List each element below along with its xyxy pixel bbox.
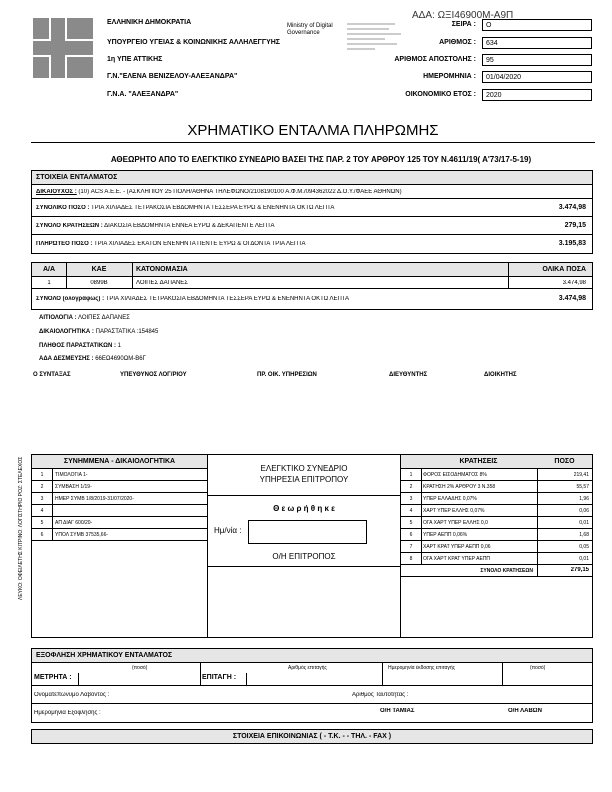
settlement-taker: Ο/Η ΛΑΒΩΝ <box>508 708 542 714</box>
total-amount-words: ΤΡΙΑ ΧΙΛΙΑΔΕΣ ΤΕΤΡΑΚΟΣΙΑ ΕΒΔΟΜΗΝΤΑ ΤΕΣΣΕΡΑ ΕΥΡΩ & ΕΝΕΝΗΝΤΑ ΟΚΤΩ ΛΕΠΤΑ <box>91 205 335 211</box>
info-reason-value: ΛΟΙΠΕΣ ΔΑΠΑΝΕΣ <box>77 315 130 321</box>
info-documents-label: ΔΙΚΑΙΟΛΟΓΗΤΙΚΑ : <box>39 329 94 335</box>
withholding-number: 6 <box>409 532 413 538</box>
table-row <box>401 493 592 505</box>
item-amount: 3.474,98 <box>562 280 586 286</box>
withholding-name: ΦΟΡΟΣ ΕΙΣΟΔΗΜΑΤΟΣ 8% <box>423 472 487 478</box>
attachment-text: ΤΙΜΟΛΟΓΙΑ 1- <box>55 472 88 478</box>
audit-seen: Θ ε ω ρ ή θ η κ ε <box>273 504 335 513</box>
payable-amount-label: ΠΛΗΡΩΤΕΟ ΠΟΣΟ : <box>36 241 93 247</box>
beneficiary-label: ΔΙΚΑΙΟΥΧΟΣ : <box>36 189 77 195</box>
settlement-amount-sub-1: (ποσό) <box>132 665 148 671</box>
attachment-text: ΗΜΕΡ ΣΥΜΒ 1/8/2019-31/07/2020- <box>55 496 134 502</box>
settlement-title: ΕΞΟΦΛΗΣΗ ΧΡΗΜΑΤΙΚΟΥ ΕΝΤΑΛΜΑΤΟΣ <box>36 652 173 659</box>
signatory-director: ΔΙΕΥΘΥΝΤΗΣ <box>389 372 428 378</box>
details-box <box>31 170 593 254</box>
items-sum-label: ΣΥΝΟΛΟ (ολογράφως) : <box>36 296 105 302</box>
audit-title-1: ΕΛΕΓΚΤΙΚΟ ΣΥΝΕΔΡΙΟ <box>260 464 348 473</box>
withholding-number: 5 <box>409 520 413 526</box>
subtitle: ΑΘΕΩΡΗΤΟ ΑΠΟ ΤΟ ΕΛΕΓΚΤΙΚΟ ΣΥΝΕΔΡΙΟ ΒΑΣΕΙ ΤΗΣ ΠΑΡ. 2 ΤΟΥ ΑΡΘΡΟΥ 125 ΤΟΥ Ν.4611/19( Α'73/17-5-19) <box>110 155 532 164</box>
attachments-box <box>31 454 208 638</box>
item-aa: 1 <box>47 280 51 286</box>
number-value: 634 <box>482 37 592 49</box>
settlement-amount-sub-2: (ποσό) <box>530 665 546 671</box>
copy-distribution-note: ΛΕΥΚΟ: ΟΦΕΙΛΕΤΗΣ ΚΙΤΡΙΝΟ: ΛΟΓΙΣΤΗΡΙΟ ΡΟΖ: ΣΤΕΛΕΧΟΣ <box>18 456 24 600</box>
payable-amount-value: 3.195,83 <box>558 240 586 247</box>
ada-stamp: ΑΔΑ: ΩΞΙ46900Μ-Α9Π <box>412 10 514 21</box>
attachment-text: ΥΠΟΛ ΣΥΜΒ 37535,66- <box>55 532 109 538</box>
withholding-amount: 1,96 <box>579 496 589 502</box>
withholdings-total-label: ΣΥΝΟΛΟ ΚΡΑΤΗΣΕΩΝ <box>480 568 533 574</box>
info-documents-value: ΠΑΡΑΣΤΑΤΙΚΑ :154845 <box>95 329 159 335</box>
table-row <box>401 553 592 565</box>
withholdings-total-row <box>401 565 592 577</box>
withholding-amount: 219,41 <box>573 472 589 478</box>
withholding-amount: 0,05 <box>579 544 589 550</box>
items-header-kae: ΚΑΕ <box>91 266 107 273</box>
withholding-amount: 1,68 <box>579 532 589 538</box>
attachments-title: ΣΥΝΗΜΜΕΝΑ - ΔΙΚΑΙΟΛΟΓΗΤΙΚΑ <box>63 458 176 465</box>
signatory-composer: Ο ΣΥΝΤΑΞΑΣ <box>33 372 71 378</box>
withholding-number: 8 <box>409 556 413 562</box>
items-header-amount: ΟΛΙΚΑ ΠΟΣΑ <box>542 266 586 273</box>
items-table <box>31 262 593 310</box>
withholding-name: ΧΑΡΤ ΥΠΕΡ ΕΛΛΗΣ 0,07% <box>423 508 485 514</box>
attachment-text: ΑΠ ΔΙΑΓ 600/20- <box>55 520 93 526</box>
info-count-label: ΠΛΗΘΟΣ ΠΑΡΑΣΤΑΤΙΚΩΝ : <box>39 343 116 349</box>
series-label: ΣΕΙΡΑ : <box>451 21 476 28</box>
withholding-number: 4 <box>409 508 413 514</box>
item-name: ΛΟΙΠΕΣ ΔΑΠΑΝΕΣ <box>136 280 188 286</box>
withholdings-amount-header: ΠΟΣΟ <box>554 458 575 465</box>
withholding-name: ΥΠΕΡ ΑΕΠΠ 0,06% <box>423 532 468 538</box>
withholding-number: 2 <box>409 484 413 490</box>
settlement-check-date-sub: Ημερομηνία έκδοσης επιταγής <box>388 665 456 671</box>
contact-footer-text: ΣΤΟΙΧΕΙΑ ΕΠΙΚΟΙΝΩΝΙΑΣ ( - Τ.Κ. - - ΤΗΛ. - FAX ) <box>232 733 392 740</box>
withholding-name: ΟΓΑ ΧΑΡΤ ΚΡΑΤ ΥΠΕΡ ΑΕΠΠ <box>423 556 491 562</box>
payable-amount <box>36 241 506 247</box>
header-line-2: ΥΠΟΥΡΓΕΙΟ ΥΓΕΙΑΣ & ΚΟΙΝΩΝΙΚΗΣ ΑΛΛΗΛΕΓΓΥΗΣ <box>107 39 281 46</box>
beneficiary <box>36 189 591 195</box>
deductions-total-words: ΔΙΑΚΟΣΙΑ ΕΒΔΟΜΗΝΤΑ ΕΝΝΕΑ ΕΥΡΩ & ΔΕΚΑΠΕΝΤΕ ΛΕΠΤΑ <box>104 223 275 229</box>
info-reason-label: ΑΙΤΙΟΛΟΓΙΑ : <box>39 315 77 321</box>
withholding-amount: 0,01 <box>579 556 589 562</box>
audit-date-field[interactable] <box>248 520 367 544</box>
signatory-governor: ΔΙΟΙΚΗΤΗΣ <box>484 372 517 378</box>
withholding-number: 1 <box>409 472 413 478</box>
withholding-name: ΧΑΡΤ ΚΡΑΤ ΥΠΕΡ ΑΕΠΠ 0,06 <box>423 544 491 550</box>
deductions-total-label: ΣΥΝΟΛΟ ΚΡΑΤΗΣΕΩΝ : <box>36 223 103 229</box>
beneficiary-value: (10) ACS A.E.E. - (ΑΣΚΛΗΠΙΟΥ 25 ΠΟΛΗ/ΑΘΗΝΑ ΤΗΛΕΦΩΝΟ/2108190100 Α.Φ.Μ./094362022 Δ.Ο.Υ./ΦΑΕΕ ΑΘΗΝΩΝ) <box>78 189 402 195</box>
total-amount <box>36 205 506 211</box>
info-commitment-ada-value: 66ΕΩ4690ΩΜ-Β6Γ <box>95 356 146 362</box>
attachment-number: 2 <box>40 484 44 490</box>
page-title: ΧΡΗΜΑΤΙΚΟ ΕΝΤΑΛΜΑ ΠΛΗΡΩΜΗΣ <box>31 122 595 143</box>
settlement-date-label: Ημερομηνία Εξόφλησης : <box>34 710 101 716</box>
list-item <box>32 505 207 517</box>
withholding-name: ΟΓΑ ΧΑΡΤ ΥΠΕΡ ΕΛΛΗΣ 0,0 <box>423 520 488 526</box>
withholdings-total: 279,15 <box>570 567 589 573</box>
fiscal-year-label: ΟΙΚΟΝΟΜΙΚΟ ΕΤΟΣ : <box>405 91 476 98</box>
signature-line-2: Governance <box>287 30 320 36</box>
list-item <box>32 529 207 541</box>
withholding-number: 3 <box>409 496 413 502</box>
signatory-finance-head: ΠΡ. ΟΙΚ. ΥΠΗΡΕΣΙΩΝ <box>257 372 317 378</box>
info-count-value: 1 <box>117 343 121 349</box>
table-row <box>401 517 592 529</box>
items-sum-value: 3.474,98 <box>558 295 586 302</box>
settlement-check-sub: Αριθμός επιταγής <box>288 665 327 671</box>
withholding-name: ΚΡΑΤΗΣΗ 2% ΑΡΘΡΟΥ 3 Ν.358 <box>423 484 496 490</box>
items-sum <box>36 296 506 302</box>
date-label: ΗΜΕΡΟΜΗΝΙΑ : <box>423 73 476 80</box>
contact-footer <box>31 729 593 744</box>
items-header-aa: Α/Α <box>42 266 56 273</box>
items-sum-words: ΤΡΙΑ ΧΙΛΙΑΔΕΣ ΤΕΤΡΑΚΟΣΙΑ ΕΒΔΟΜΗΝΤΑ ΤΕΣΣΕΡΑ ΕΥΡΩ & ΕΝΕΝΗΝΤΑ ΟΚΤΩ ΛΕΠΤΑ <box>105 296 350 302</box>
settlement-box <box>31 648 593 723</box>
withholding-amount: 0,01 <box>579 520 589 526</box>
total-amount-label: ΣΥΝΟΛΙΚΟ ΠΟΣΟ : <box>36 205 90 211</box>
dispatch-number-label: ΑΡΙΘΜΟΣ ΑΠΟΣΤΟΛΗΣ : <box>394 56 476 63</box>
settlement-cashier: Ο/Η ΤΑΜΙΑΣ <box>380 708 415 714</box>
settlement-receiver-label: Ονοματεπώνυμο Λαβόντος : <box>34 692 110 698</box>
number-label: ΑΡΙΘΜΟΣ : <box>439 39 476 46</box>
settlement-check-label: ΕΠΙΤΑΓΗ : <box>202 674 237 681</box>
payable-amount-words: ΤΡΙΑ ΧΙΛΙΑΔΕΣ ΕΚΑΤΟΝ ΕΝΕΝΗΝΤΑ ΠΕΝΤΕ ΕΥΡΩ & ΟΓΔΟΝΤΑ ΤΡΙΑ ΛΕΠΤΑ <box>93 241 306 247</box>
date-value: 01/04/2020 <box>482 71 592 83</box>
attachment-number: 1 <box>40 472 44 478</box>
table-row <box>401 505 592 517</box>
items-header-name: ΚΑΤΟΝΟΜΑΣΙΑ <box>136 266 188 273</box>
info-commitment-ada-label: ΑΔΑ ΔΕΣΜΕΥΣΗΣ : <box>39 356 94 362</box>
header-line-1: ΕΛΛΗΝΙΚΗ ΔΗΜΟΚΡΑΤΙΑ <box>107 19 192 26</box>
attachment-number: 3 <box>40 496 44 502</box>
signatory-accounting: ΥΠΕΥΘΥΝΟΣ ΛΟΓ/ΡΙΟΥ <box>120 372 187 378</box>
list-item <box>32 469 207 481</box>
withholding-amount: 0,06 <box>579 508 589 514</box>
table-row <box>401 469 592 481</box>
list-item <box>32 493 207 505</box>
info-commitment-ada <box>39 356 146 362</box>
attachment-text: ΣΥΜΒΑΣΗ 1/19- <box>55 484 92 490</box>
withholdings-box <box>400 454 593 638</box>
list-item <box>32 517 207 529</box>
settlement-cash-label: ΜΕΤΡΗΤΑ : <box>34 674 72 681</box>
attachment-number: 4 <box>40 508 44 514</box>
info-count <box>39 343 121 349</box>
deductions-total-value: 279,15 <box>564 222 586 229</box>
withholding-number: 7 <box>409 544 413 550</box>
withholding-name: ΥΠΕΡ ΕΛΛΑΔΗΣ 0,07% <box>423 496 477 502</box>
table-row <box>401 541 592 553</box>
dispatch-number-value: 95 <box>482 54 592 66</box>
signature-line-1: Ministry of Digital <box>287 23 333 29</box>
details-section-title: ΣΤΟΙΧΕΙΑ ΕΝΤΑΛΜΑΤΟΣ <box>36 174 118 181</box>
attachment-number: 6 <box>40 532 44 538</box>
fiscal-year-value: 2020 <box>482 89 592 101</box>
item-kae: 0899Β <box>90 280 108 286</box>
logo-cross <box>33 18 93 78</box>
deductions-total <box>36 223 506 229</box>
audit-title-2: ΥΠΗΡΕΣΙΑ ΕΠΙΤΡΟΠΟΥ <box>259 475 349 484</box>
header-line-4: Γ.Ν."ΕΛΕΝΑ ΒΕΝΙΖΕΛΟΥ-ΑΛΕΞΑΝΔΡΑ" <box>107 73 238 80</box>
header-line-5: Γ.Ν.Α. "ΑΛΕΞΑΝΔΡΑ" <box>107 91 179 98</box>
audit-signer: Ο/Η ΕΠΙΤΡΟΠΟΣ <box>272 552 336 561</box>
info-reason <box>39 315 130 321</box>
audit-box <box>207 454 401 638</box>
series-value: Ο <box>482 19 592 31</box>
info-documents <box>39 329 158 335</box>
header-line-3: 1η ΥΠΕ ΑΤΤΙΚΗΣ <box>107 56 163 63</box>
table-row <box>401 529 592 541</box>
audit-date-label: Ημ/νία : <box>214 526 242 535</box>
total-amount-value: 3.474,98 <box>558 204 586 211</box>
withholdings-header: ΚΡΑΤΗΣΕΙΣ <box>459 458 498 465</box>
list-item <box>32 481 207 493</box>
table-row <box>401 481 592 493</box>
attachment-number: 5 <box>40 520 44 526</box>
settlement-id-label: Αριθμός Ταυτότητας : <box>352 692 409 698</box>
withholding-amount: 55,57 <box>576 484 589 490</box>
